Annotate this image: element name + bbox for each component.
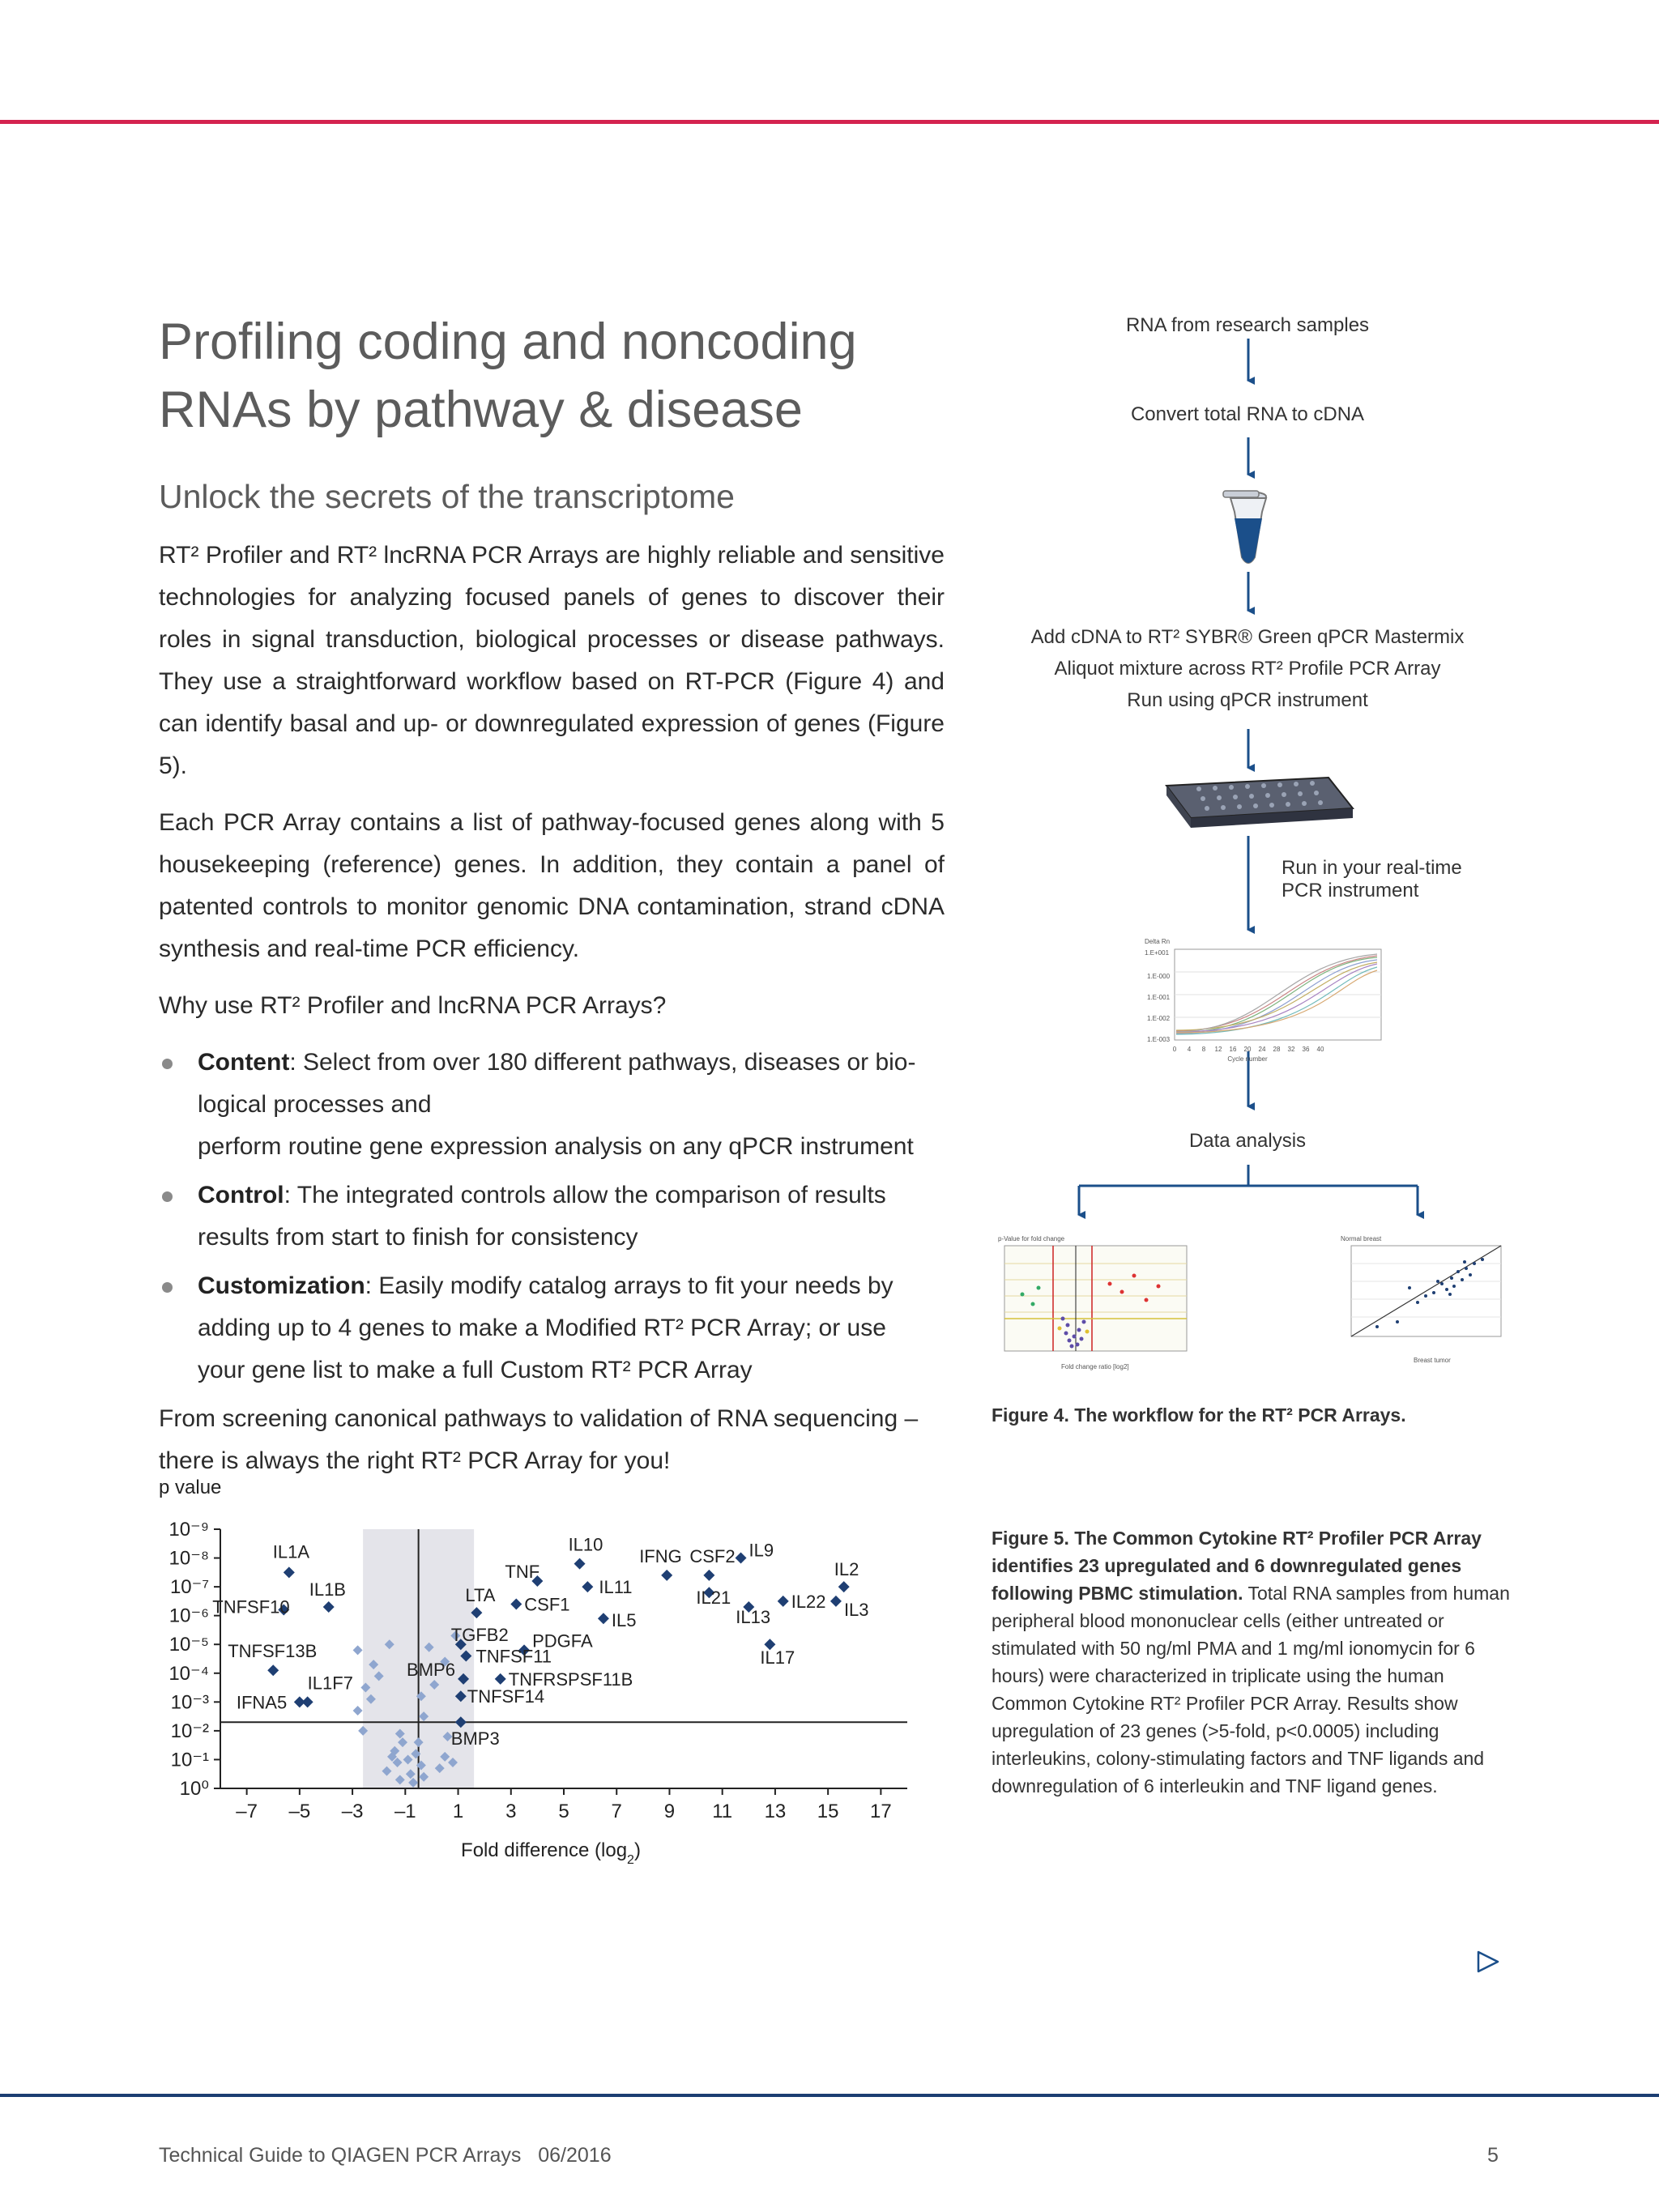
gene-label: IL2 [834,1559,859,1580]
gene-label: IFNA5 [236,1692,288,1713]
significant-point [284,1566,295,1578]
gene-label: IL1B [309,1579,346,1600]
play-triangle-icon[interactable] [1476,1950,1500,1974]
page-title [159,308,888,444]
significant-point [323,1601,335,1613]
gene-label: PDGFA [532,1630,593,1652]
gene-label: IL3 [843,1599,869,1620]
gene-label: IL13 [736,1607,771,1627]
list-item: Content: Select from over 180 different pathways, diseases or bio- logical processes and perform routine gene expression analysis on any qPCR instrument [159,1042,945,1168]
page-title-line-2: RNAs by pathway & disease [159,381,803,438]
x-axis-ticks [236,1788,891,1822]
workflow-step-run: Run in your real-time PCR instrument [1282,857,1462,901]
bullet-term: Customization [198,1272,365,1299]
svg-text:16: 16 [1229,1046,1237,1053]
gene-label: IL9 [748,1540,774,1561]
svg-text:1.E+001: 1.E+001 [1145,949,1170,957]
significant-point [838,1581,850,1592]
x-tick-label: 9 [663,1801,676,1822]
significant-point [267,1664,279,1676]
significant-point [661,1570,672,1581]
x-tick-label: 11 [712,1801,733,1822]
page-title-line-1: Profiling coding and noncoding [159,313,857,370]
y-tick-label: 10⁻⁷ [169,1576,209,1599]
y-tick-label: 10⁻⁴ [168,1662,209,1685]
workflow-step-analysis: Data analysis [1188,1130,1307,1152]
x-tick-label: 17 [870,1801,892,1822]
mini-volcano-plot [998,1235,1187,1370]
nonsignificant-point [353,1706,363,1715]
gene-label: TNFSF14 [467,1686,545,1707]
svg-text:28: 28 [1273,1046,1281,1053]
tube-icon [1223,491,1266,563]
significant-point [495,1673,506,1685]
page-number: 5 [1487,2144,1499,2167]
gene-label: CSF2 [689,1545,736,1566]
significant-point [830,1596,842,1607]
bullet-term: Content [198,1049,290,1076]
chart-xlabel: Fold difference $(\log_2)$ [461,1839,641,1867]
significant-point [736,1553,747,1564]
housekeeping-paragraph: Each PCR Array contains a list of pathway-focused genes along with 5 housekeeping (reference) genes. In addition, they contain a panel of patented controls to monitor genomic DNA contamination, strand cDNA synthesis and real-time PCR efficiency. [159,809,945,962]
significant-point [510,1598,522,1609]
x-tick-label: 1 [452,1801,464,1822]
gene-label: IL5 [611,1610,637,1631]
list-item: Control: The integrated controls allow the comparison of results results from start to finish for consistency [159,1174,945,1259]
significant-point [703,1570,714,1581]
amp-xticks [1173,1046,1324,1053]
gene-label: LTA [465,1585,496,1606]
mini-scatter-plot [1341,1235,1501,1364]
svg-text:12: 12 [1214,1046,1222,1053]
bullet-icon [162,1282,173,1293]
significant-point [582,1581,593,1592]
gene-label: TNF [505,1562,540,1582]
x-tick-label: 7 [611,1801,622,1822]
body-text [159,535,945,1497]
gene-label: IFNG [639,1545,682,1566]
x-tick-label: –7 [236,1801,258,1822]
pcr-plate-icon [1166,778,1353,828]
x-tick-label: –5 [288,1801,311,1822]
svg-text:1.E-002: 1.E-002 [1147,1015,1171,1022]
y-tick-label: 10⁻² [170,1720,209,1742]
svg-text:0: 0 [1172,1046,1177,1053]
bullet-term: Control [198,1182,284,1208]
gene-label: IL22 [791,1591,826,1612]
workflow-graphics [956,300,1523,1385]
gene-label: BMP3 [450,1728,500,1750]
y-tick-label: 10⁻⁹ [168,1519,209,1541]
x-tick-label: 13 [764,1801,787,1822]
gene-label: TNFSF10 [212,1596,290,1617]
volcano-plot [146,1474,956,1871]
x-tick-label: –1 [394,1801,416,1822]
svg-text:1.E-000: 1.E-000 [1147,973,1171,980]
significant-point [574,1558,586,1570]
y-axis-ticks [168,1519,220,1800]
gene-label: TNFSF11 [476,1646,552,1667]
section-subtitle: Unlock the secrets of the transcriptome [159,478,735,515]
amp-xlabel: Cycle number [1227,1055,1268,1063]
gene-label: IL11 [599,1577,633,1598]
svg-text:Breast tumor: Breast tumor [1414,1357,1451,1364]
amplification-plot [1145,938,1381,1063]
svg-text:36: 36 [1302,1046,1310,1053]
svg-text:40: 40 [1316,1046,1324,1053]
chart-ylabel: p value [159,1477,222,1498]
figure-5-caption: Figure 5. The Common Cytokine RT² Profiler PCR Array identifies 23 upregulated and 6 downregulated genes following PBMC stimulation. Total RNA samples from human peripheral blood mononuclear cells (either untreated or stimulated with 50 ng/ml PMA and 1 mg/ml ionomycin for 6 hours) were characterized in triplicate using the human Common Cytokine RT² Profiler PCR Array. Results show upregulation of 23 genes (>5-fold, p<0.0005) including interleukins, colony-stimulating factors and TNF ligands and downregulation of 6 interleukin and TNF ligand genes. [992,1528,1510,1796]
svg-text:1.E-003: 1.E-003 [1147,1036,1171,1043]
significant-point [294,1696,305,1707]
svg-text:8: 8 [1201,1046,1206,1053]
y-tick-label: 10⁻⁸ [168,1547,209,1570]
gene-label: TNFSF13B [228,1641,318,1662]
y-tick-label: 10⁻⁶ [168,1605,209,1627]
closing-paragraph: From screening canonical pathways to validation of RNA sequencing – there is always the right RT² PCR Array for you! [159,1405,919,1474]
x-tick-label: 15 [817,1801,839,1822]
why-question: Why use RT² Profiler and lncRNA PCR Arrays? [159,992,667,1019]
nonsignificant-point [353,1645,363,1655]
significant-point [598,1613,609,1624]
svg-text:1.E-001: 1.E-001 [1147,994,1171,1001]
bullet-icon [162,1191,173,1202]
svg-text:32: 32 [1287,1046,1295,1053]
y-tick-label: 10⁻⁵ [168,1634,209,1656]
svg-text:24: 24 [1258,1046,1266,1053]
svg-text:Fold change ratio [log2]: Fold change ratio [log2] [1061,1363,1129,1370]
footer-text: Technical Guide to QIAGEN PCR Arrays 06/2016 [159,2144,612,2167]
y-tick-label: 10⁻³ [170,1691,209,1714]
x-tick-label: 3 [505,1801,517,1822]
y-tick-label: 10⁰ [179,1778,209,1800]
gene-label: TNFRSPSF11B [508,1669,633,1690]
svg-text:20: 20 [1243,1046,1252,1053]
gene-label: IL17 [760,1647,795,1669]
footer-rule [0,2094,1659,2097]
intro-paragraph: RT² Profiler and RT² lncRNA PCR Arrays are highly reliable and sensitive technologies for analyzing focused panels of genes to discover their roles in signal transduction, biological processes or disease pathways. They use a straightforward workflow based on RT-PCR (Figure 4) and can identify basal and up- or downregulated expression of genes (Figure 5). [159,542,945,779]
amp-ylabel: Delta Rn [1145,938,1171,945]
x-tick-label: –3 [341,1801,364,1822]
top-accent-rule [0,120,1659,124]
figure-4-caption: Figure 4. The workflow for the RT² PCR Arrays. [992,1404,1406,1426]
gene-label: IL21 [696,1588,731,1609]
x-tick-label: 5 [558,1801,569,1822]
svg-text:Normal breast: Normal breast [1341,1235,1382,1242]
bullet-icon [162,1059,173,1069]
significant-point [778,1596,789,1607]
svg-text:p-Value for fold change: p-Value for fold change [998,1235,1065,1242]
list-item: Customization: Easily modify catalog arrays to fit your needs by adding up to 4 genes to make a Modified RT² PCR Array; or use your gene list to make a full Custom RT² PCR Array [159,1265,945,1392]
gene-label: IL1A [272,1541,310,1562]
svg-text:4: 4 [1187,1046,1192,1053]
gene-label: IL10 [568,1534,603,1555]
gene-label: TGFB2 [450,1625,509,1646]
gene-label: CSF1 [524,1594,570,1615]
gene-label: BMP6 [407,1659,455,1680]
y-tick-label: 10⁻¹ [170,1749,209,1771]
feature-list [159,1042,945,1392]
workflow-step-rna: RNA from research samples [1125,314,1370,336]
gene-label: IL1F7 [307,1673,353,1694]
workflow-step-convert: Convert total RNA to cDNA [1130,403,1365,425]
workflow-step-add: Add cDNA to RT² SYBR® Green qPCR Mastermix Aliquot mixture across RT² Profile PCR Array Run using qPCR instrument [1030,626,1465,711]
